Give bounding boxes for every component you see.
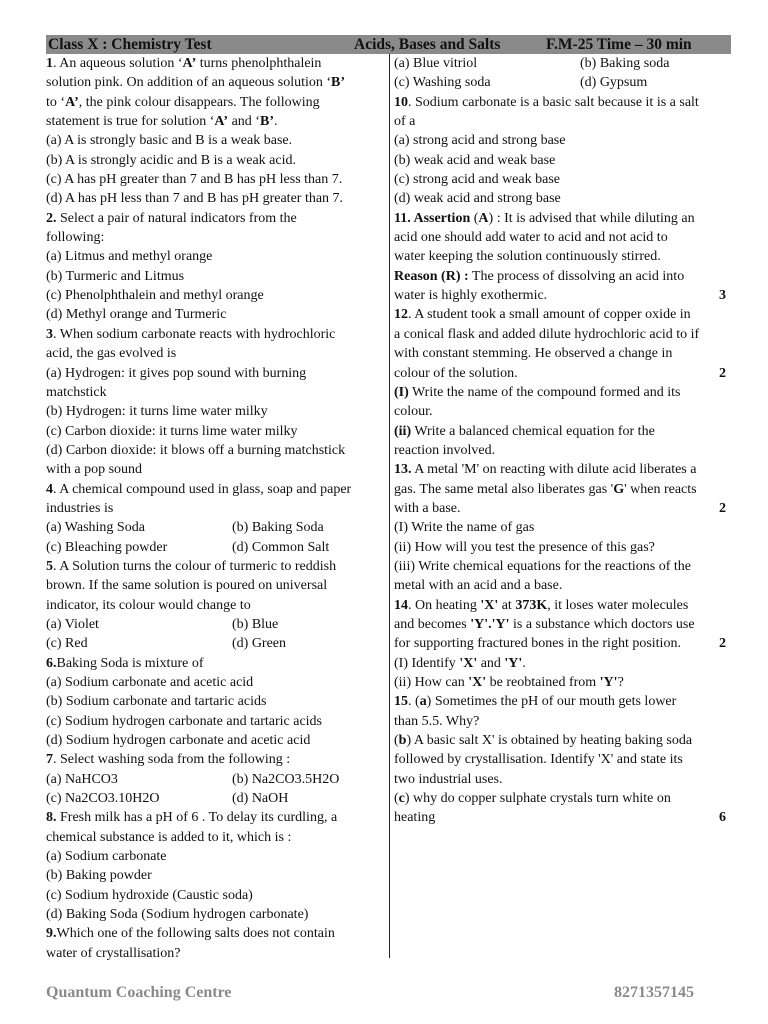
marks-time: F.M-25 Time – 30 min <box>546 36 692 53</box>
option: (a) NaHCO3 <box>46 771 118 787</box>
option: (c) strong acid and weak base <box>394 172 560 188</box>
option: (b) Sodium carbonate and tartaric acids <box>46 694 267 710</box>
option: (b) Blue <box>232 616 279 632</box>
marks-label: 2 <box>719 500 726 516</box>
question-4: 4. A chemical compound used in glass, soap and paper industries is (a) Washing Soda (b) Baking Soda (c) Bleaching powder (d) Common Salt <box>46 480 386 557</box>
option: (b) Na2CO3.5H2O <box>232 771 340 787</box>
question-13: 13. A metal 'M' on reacting with dilute acid liberates a gas. The same metal also liberates gas 'G' when reacts with a base. 2 (I) Write the name of gas (ii) How will you test the presence of this gas? (iii) Write chemical equations for the reactions of the metal with an acid and a base. <box>394 462 726 594</box>
option: (c) Phenolphthalein and methyl orange <box>46 288 264 304</box>
option: (c) Washing soda <box>394 75 491 91</box>
option: (c) Sodium hydrogen carbonate and tartaric acids <box>46 713 323 729</box>
test-header-bar <box>46 35 731 54</box>
option: (b) Baking powder <box>46 868 152 884</box>
question-2: 2. Select a pair of natural indicators from the following: (a) Litmus and methyl orange (b) Turmeric and Litmus (c) Phenolphthalein and methyl orange (d) Methyl orange and Turmeric <box>46 209 386 325</box>
option: (b) A is strongly acidic and B is a weak acid. <box>46 152 296 168</box>
option: (a) Hydrogen: it gives pop sound with burning <box>46 365 307 381</box>
question-1: 1. An aqueous solution ‘A’ turns phenolphthalein solution pink. On addition of an aqueous solution ‘B’ to ‘A’, the pink colour disappears. The following statement is true for solution ‘A’ and ‘B’. (a) A is strongly basic and B is a weak base. (b) A is strongly acidic and B is a weak acid. (c) A has pH greater than 7 and B has pH less than 7. (d) A has pH less than 7 and B has pH greater than 7. <box>46 54 386 209</box>
topic-title: Acids, Bases and Salts <box>354 36 501 53</box>
question-3: 3. When sodium carbonate reacts with hydrochloric acid, the gas evolved is (a) Hydrogen: it gives pop sound with burning matchstick (b) Hydrogen: it turns lime water milky (c) Carbon dioxide: it turns lime water milky (d) Carbon dioxide: it blows off a burning matchstick with a pop sound <box>46 325 386 480</box>
question-9-options <box>394 54 734 93</box>
marks-label: 2 <box>719 365 726 381</box>
column-divider <box>389 54 390 958</box>
option: (b) Baking Soda <box>232 520 324 536</box>
option: (d) Green <box>232 636 287 652</box>
question-6: 6.Baking Soda is mixture of (a) Sodium carbonate and acetic acid (b) Sodium carbonate and tartaric acids (c) Sodium hydrogen carbonate and tartaric acids (d) Sodium hydrogen carbonate and acetic acid <box>46 654 386 751</box>
footer-phone: 8271357145 <box>614 984 694 1001</box>
option: (a) strong acid and strong base <box>394 133 566 149</box>
left-column <box>46 54 386 963</box>
question-15: 15. (a) Sometimes the pH of our mouth gets lower than 5.5. Why? (b) A basic salt X' is obtained by heating baking soda followed by crystallisation. Identify 'X' and state its two industrial uses. (c) why do copper sulphate crystals turn white on heating 6 <box>394 692 734 827</box>
option: (b) weak acid and weak base <box>394 152 556 168</box>
option: (d) Methyl orange and Turmeric <box>46 307 227 323</box>
option: (c) Sodium hydroxide (Caustic soda) <box>46 887 253 903</box>
footer-centre-name: Quantum Coaching Centre <box>46 984 232 1001</box>
option: (c) Bleaching powder <box>46 539 168 555</box>
option: (b) Hydrogen: it turns lime water milky <box>46 404 268 420</box>
option: (d) Gypsum <box>580 75 648 91</box>
option: (d) A has pH less than 7 and B has pH greater than 7. <box>46 191 344 207</box>
option: (a) Litmus and methyl orange <box>46 249 213 265</box>
option: (b) Turmeric and Litmus <box>46 268 185 284</box>
option: (c) Red <box>46 636 88 652</box>
option: (d) Carbon dioxide: it blows off a burning matchstick <box>46 442 346 458</box>
question-10: 10. Sodium carbonate is a basic salt because it is a salt of a (a) strong acid and strong base (b) weak acid and weak base (c) strong acid and weak base (d) weak acid and strong base <box>394 93 734 209</box>
option: (d) Common Salt <box>232 539 330 555</box>
option: (a) A is strongly basic and B is a weak base. <box>46 133 293 149</box>
question-12: 12. A student took a small amount of copper oxide in a conical flask and added dilute hydrochloric acid to if with constant stemming. He observed a change in colour of the solution. 2 (I) Write the name of the compound formed and its colour. (ii) Write a balanced chemical equation for the reaction involved. <box>394 307 726 458</box>
option: (a) Violet <box>46 616 99 632</box>
option: (d) NaOH <box>232 791 289 807</box>
option: (a) Sodium carbonate and acetic acid <box>46 675 254 690</box>
question-14: 14. On heating 'X' at 373K, it loses water molecules and becomes 'Y'.'Y' is a substance which doctors use for supporting fractured bones in the right position. 2 (I) Identify 'X' and 'Y'. (ii) How can 'X' be reobtained from 'Y'? <box>394 597 726 690</box>
right-column <box>394 54 734 828</box>
option: (b) Baking soda <box>580 56 670 71</box>
question-5: 5. A Solution turns the colour of turmeric to reddish brown. If the same solution is poured on universal indicator, its colour would change to (a) Violet (b) Blue (c) Red (d) Green <box>46 557 386 654</box>
question-9: 9.Which one of the following salts does not contain water of crystallisation? <box>46 926 335 961</box>
option: (d) weak acid and strong base <box>394 191 561 207</box>
question-11: 11. Assertion (A) : It is advised that while diluting an acid one should add water to acid and not acid to water keeping the solution continuously stirred. Reason (R) : The process of dissolving an acid into water is highly exothermic. 3 <box>394 209 734 306</box>
class-title: Class X : Chemistry Test <box>48 36 212 53</box>
option: (d) Sodium hydrogen carbonate and acetic acid <box>46 733 311 749</box>
marks-label: 6 <box>719 810 726 826</box>
option: (a) Sodium carbonate <box>46 849 167 865</box>
question-8: 8. Fresh milk has a pH of 6 . To delay its curdling, a chemical substance is added to it, which is : (a) Sodium carbonate (b) Baking powder (c) Sodium hydroxide (Caustic soda) (d) Baking Soda (Sodium hydrogen carbonate) <box>46 808 386 924</box>
option: (a) Washing Soda <box>46 520 145 536</box>
option: (c) A has pH greater than 7 and B has pH less than 7. <box>46 172 343 188</box>
option: (c) Na2CO3.10H2O <box>46 791 160 807</box>
marks-label: 3 <box>719 288 726 304</box>
option: (d) Baking Soda (Sodium hydrogen carbonate) <box>46 907 309 923</box>
option: (c) Carbon dioxide: it turns lime water milky <box>46 423 298 439</box>
option: (a) Blue vitriol <box>394 56 478 71</box>
marks-label: 2 <box>719 636 726 652</box>
question-7: 7. Select washing soda from the following : (a) NaHCO3 (b) Na2CO3.5H2O (c) Na2CO3.10H2O (d) NaOH <box>46 750 386 808</box>
